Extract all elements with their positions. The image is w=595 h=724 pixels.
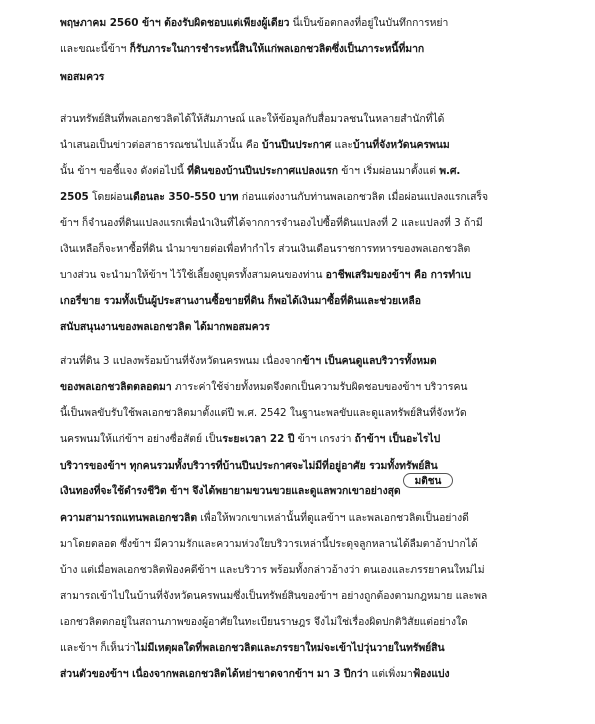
text-line <box>60 432 535 446</box>
bold-text-segment: ที่ดินของบ้านปีนประกาศแปลงแรก <box>187 165 339 177</box>
bold-text-segment: 2505 <box>60 191 89 203</box>
text-line <box>60 589 535 603</box>
bold-text-segment: เงินทองที่จะใช้ดำรงชีวิต ข้าฯ จึงได้พยายามขวนขวยและดูแลพวกเขาอย่างสุด <box>60 485 401 497</box>
text-segment: ก่อนแต่งงานกับท่านพลเอกชวลิต เมื่อผ่อนแปลงแรกเสร็จ <box>238 191 489 203</box>
bold-text-segment: ส่วนตัวของข้าฯ เนื่องจากพลเอกชวลิตได้หย่าขาดจากข้าฯ มา 3 ปีกว่า <box>60 668 369 680</box>
text-segment: นั้น ข้าฯ ขอชี้แจง ดังต่อไปนี้ <box>60 165 188 177</box>
text-segment: และขณะนี้ข้าฯ <box>60 43 130 55</box>
text-segment: ส่วนที่ดิน 3 แปลงพร้อมบ้านที่จังหวัดนครพนม เนื่องจาก <box>60 355 303 367</box>
bold-text-segment: ก็รับภาระในการชำระหนี้สินให้แก่พลเอกชวลิตซึ่งเป็นภาระหนี้ที่มาก <box>129 43 425 55</box>
bold-text-segment: ฟ้องแบ่ง <box>412 668 450 680</box>
bold-text-segment: เกอรี่ขาย รวมทั้งเป็นผู้ประสานงานซื้อขายที่ดิน ก็พอได้เงินมาซื้อที่ดินและช่วยเหลือ <box>60 295 421 307</box>
text-segment: ภาระค่าใช้จ่ายทั้งหมดจึงตกเป็นความรับผิดชอบของข้าฯ บริวารคน <box>171 381 468 393</box>
text-line <box>60 242 535 256</box>
text-line <box>60 320 535 334</box>
bold-text-segment: พอสมควร <box>60 71 105 83</box>
text-line <box>60 667 535 681</box>
text-segment: เพื่อให้พวกเขาเหล่านั้นที่ดูแลข้าฯ และพลเอกชวลิตเป็นอย่างดี <box>197 512 469 524</box>
bold-text-segment: บ้านปีนประกาศ <box>262 139 332 151</box>
text-segment: นี่เป็นข้อตกลงที่อยู่ในบันทึกการหย่า <box>289 17 449 29</box>
text-segment: บ้าง แต่เมื่อพลเอกชวลิตฟ้องคดีข้าฯ และบริวาร พร้อมทั้งกล่าวอ้างว่า ตนเองและภรรยาคนใหม่ไม่ <box>60 564 485 576</box>
text-segment: เงินเหลือก็จะหาซื้อที่ดิน นำมาขายต่อเพื่อทำกำไร ส่วนเงินเดือนราชการทหารของพลเอกชวลิต <box>60 243 471 255</box>
bold-text-segment: บริวารของข้าฯ ทุกคนรวมทั้งบริวารที่บ้านปีนประกาศจะไม่มีที่อยู่อาศัย รวมทั้งทรัพย์สิน <box>60 460 438 472</box>
text-line <box>60 216 535 230</box>
bold-text-segment: ถ้าข้าฯ เป็นอะไรไป <box>354 433 441 445</box>
text-line <box>60 354 535 368</box>
text-line <box>60 406 535 420</box>
text-line <box>60 190 535 204</box>
text-line <box>60 380 535 394</box>
text-segment: ข้าฯ เริ่มผ่อนมาตั้งแต่ <box>338 165 440 177</box>
text-segment: ส่วนทรัพย์สินที่พลเอกชวลิตได้ให้สัมภาษณ์ และให้ข้อมูลกับสื่อมวลชนในหลายสำนักที่ได้ <box>60 113 445 125</box>
text-segment: บางส่วน จะนำมาให้ข้าฯ ไว้ใช้เลี้ยงดูบุตรทั้งสามคนของท่าน <box>60 269 326 281</box>
bold-text-segment: บ้านที่จังหวัดนครพนม <box>352 139 450 151</box>
text-line <box>60 294 535 308</box>
text-segment: นครพนมให้แก่ข้าฯ อย่างซื่อสัตย์ เป็น <box>60 433 223 445</box>
text-line <box>60 459 535 473</box>
text-line <box>60 268 535 282</box>
matichon-watermark-badge: มติชน <box>403 473 453 488</box>
text-segment: โดยผ่อน <box>88 191 130 203</box>
text-segment: และ <box>331 139 353 151</box>
text-line <box>60 138 535 152</box>
text-segment: นี้เป็นพลขับรับใช้พลเอกชวลิตมาตั้งแต่ปี พ.ศ. 2542 ในฐานะพลขับและดูแลทรัพย์สินที่จังหวัด <box>60 407 467 419</box>
text-segment: สามารถเข้าไปในบ้านที่จังหวัดนครพนมซึ่งเป็นทรัพย์สินของข้าฯ อย่างถูกต้องตามกฎหมาย และพล <box>60 590 488 602</box>
bold-text-segment: อาชีพเสริมของข้าฯ คือ การทำเบ <box>325 269 471 281</box>
text-segment: ข้าฯ ก็จำนองที่ดินแปลงแรกเพื่อนำเงินที่ได้จากการจำนองไปซื้อที่ดินแปลงที่ 2 และแปลงที่ 3 ถ้ามี <box>60 217 483 229</box>
bold-text-segment: ข้าฯ เป็นคนดูแลบริวารทั้งหมด <box>302 355 437 367</box>
bold-text-segment: ระยะเวลา 22 ปี <box>222 433 295 445</box>
text-line <box>60 164 535 178</box>
text-line <box>60 16 535 30</box>
text-line <box>60 615 535 629</box>
text-line <box>60 641 535 655</box>
text-line <box>60 537 535 551</box>
bold-text-segment: ความสามารถแทนพลเอกชวลิต <box>60 512 198 524</box>
text-segment: มาโดยตลอด ซึ่งข้าฯ มีความรักและความห่วงใยบริวารเหล่านี้ประดุจลูกหลานได้ลืมตาอ้าปากได้ <box>60 538 478 550</box>
text-line <box>60 42 535 56</box>
text-line <box>60 563 535 577</box>
text-segment: ข้าฯ เกรงว่า <box>294 433 355 445</box>
text-line <box>60 484 535 498</box>
text-line <box>60 511 535 525</box>
bold-text-segment: พ.ศ. <box>439 165 461 177</box>
bold-text-segment: สนับสนุนงานของพลเอกชวลิต ได้มากพอสมควร <box>60 321 270 333</box>
bold-text-segment: พฤษภาคม 2560 ข้าฯ ต้องรับผิดชอบแต่เพียงผู้เดียว <box>60 17 290 29</box>
text-segment: แต่เพิ่งมา <box>368 668 413 680</box>
bold-text-segment: เดือนละ 350-550 บาท <box>129 191 239 203</box>
bold-text-segment: ของพลเอกชวลิตตลอดมา <box>60 381 172 393</box>
bold-text-segment: ไม่มีเหตุผลใดที่พลเอกชวลิตและภรรยาใหม่จะเข้าไปวุ่นวายในทรัพย์สิน <box>135 642 445 654</box>
text-segment: และข้าฯ ก็เห็นว่า <box>60 642 136 654</box>
text-line <box>60 112 535 126</box>
text-segment: นำเสนอเป็นข่าวต่อสาธารณชนไปแล้วนั้น คือ <box>60 139 263 151</box>
text-line <box>60 70 535 84</box>
text-segment: เอกชวลิตตกอยู่ในสถานภาพของผู้อาศัยในทะเบียนราษฎร จึงไม่ใช่เรื่องผิดปกติวิสัยแต่อย่างใด <box>60 616 468 628</box>
